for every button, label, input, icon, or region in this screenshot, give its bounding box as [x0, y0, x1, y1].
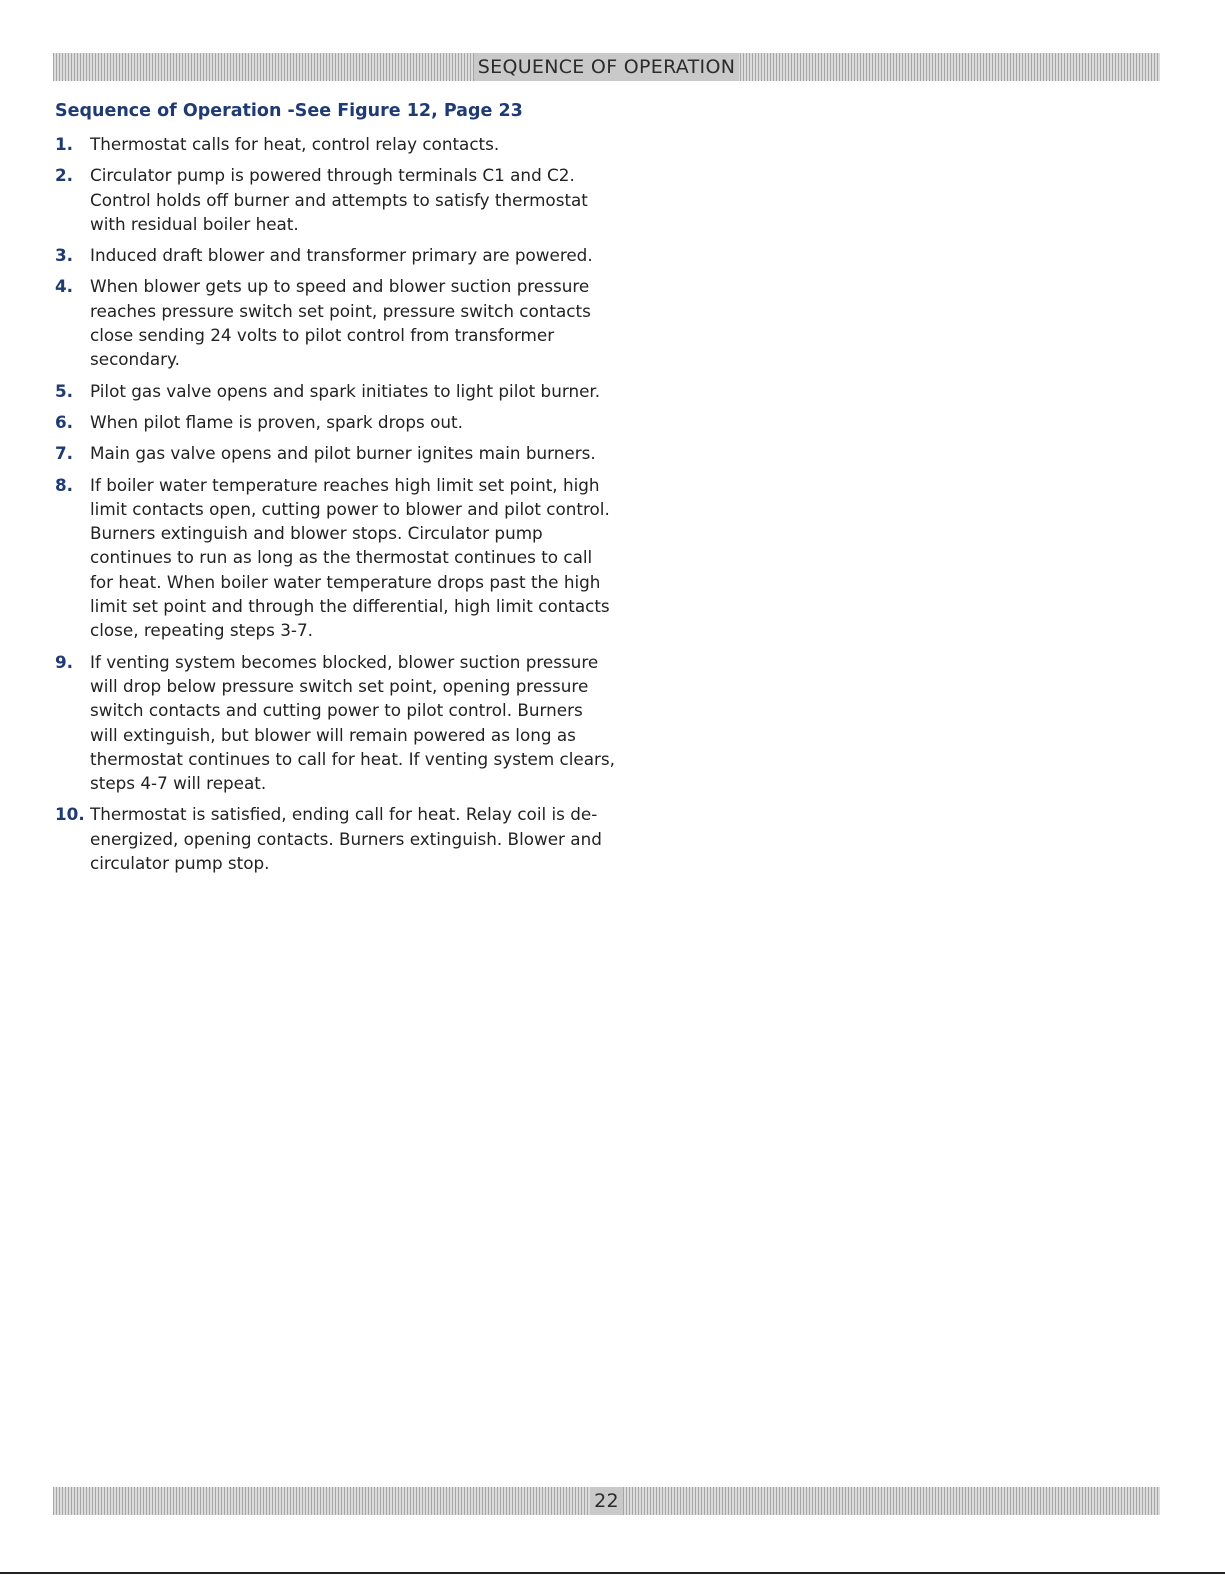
section-heading: Sequence of Operation -See Figure 12, Page 23	[55, 101, 523, 121]
list-item	[55, 379, 615, 403]
header-title: SEQUENCE OF OPERATION	[474, 53, 739, 81]
step-text: If venting system becomes blocked, blower suction pressure will drop below pressure switch set point, opening pressure switch contacts and cutting power to pilot control. Burners will extinguish, but blower will remain powered as long as thermostat continues to call for heat. If venting system clears, steps 4-7 will repeat.	[90, 651, 615, 794]
step-text: Thermostat is satisfied, ending call for heat. Relay coil is de-energized, opening contacts. Burners extinguish. Blower and circulator pump stop.	[90, 804, 602, 874]
header-band	[53, 53, 1160, 81]
step-text: Induced draft blower and transformer primary are powered.	[90, 245, 593, 266]
step-text: Circulator pump is powered through terminals C1 and C2. Control holds off burner and attempts to satisfy thermostat with residual boiler heat.	[90, 165, 588, 234]
step-text: When pilot flame is proven, spark drops out.	[90, 411, 463, 432]
step-text: Pilot gas valve opens and spark initiates to light pilot burner.	[90, 380, 601, 401]
steps-list	[55, 132, 615, 875]
step-number: 10.	[55, 804, 85, 825]
step-number: 3.	[55, 245, 74, 266]
footer-band	[53, 1487, 1160, 1515]
list-item	[55, 473, 615, 643]
page-number: 22	[590, 1487, 623, 1515]
step-number: 1.	[55, 134, 74, 154]
step-number: 4.	[55, 276, 74, 297]
step-number: 5.	[55, 380, 74, 401]
step-text: Main gas valve opens and pilot burner ignites main burners.	[90, 443, 596, 464]
step-text: If boiler water temperature reaches high limit set point, high limit contacts open, cutting power to blower and pilot control. Burners extinguish and blower stops. Circulator pump continues to run as long as the thermostat continues to call for heat. When boiler water temperature drops past the high limit set point and through the differential, high limit contacts close, repeating steps 3-7.	[90, 474, 610, 641]
list-item	[55, 163, 615, 236]
list-item	[55, 243, 615, 267]
list-item	[55, 410, 615, 434]
list-item	[55, 274, 615, 371]
step-number: 9.	[55, 651, 74, 672]
step-number: 2.	[55, 165, 74, 186]
step-number: 6.	[55, 411, 74, 432]
list-item	[55, 650, 615, 796]
list-item	[55, 802, 615, 875]
step-number: 7.	[55, 443, 74, 464]
list-item	[55, 132, 615, 156]
step-text: When blower gets up to speed and blower suction pressure reaches pressure switch set point, pressure switch contacts close sending 24 volts to pilot control from transformer secondary.	[90, 276, 591, 370]
main-content	[55, 98, 615, 882]
list-item	[55, 441, 615, 465]
step-text: Thermostat calls for heat, control relay contacts.	[90, 134, 500, 154]
bottom-rule	[0, 1572, 1225, 1574]
step-number: 8.	[55, 474, 74, 495]
